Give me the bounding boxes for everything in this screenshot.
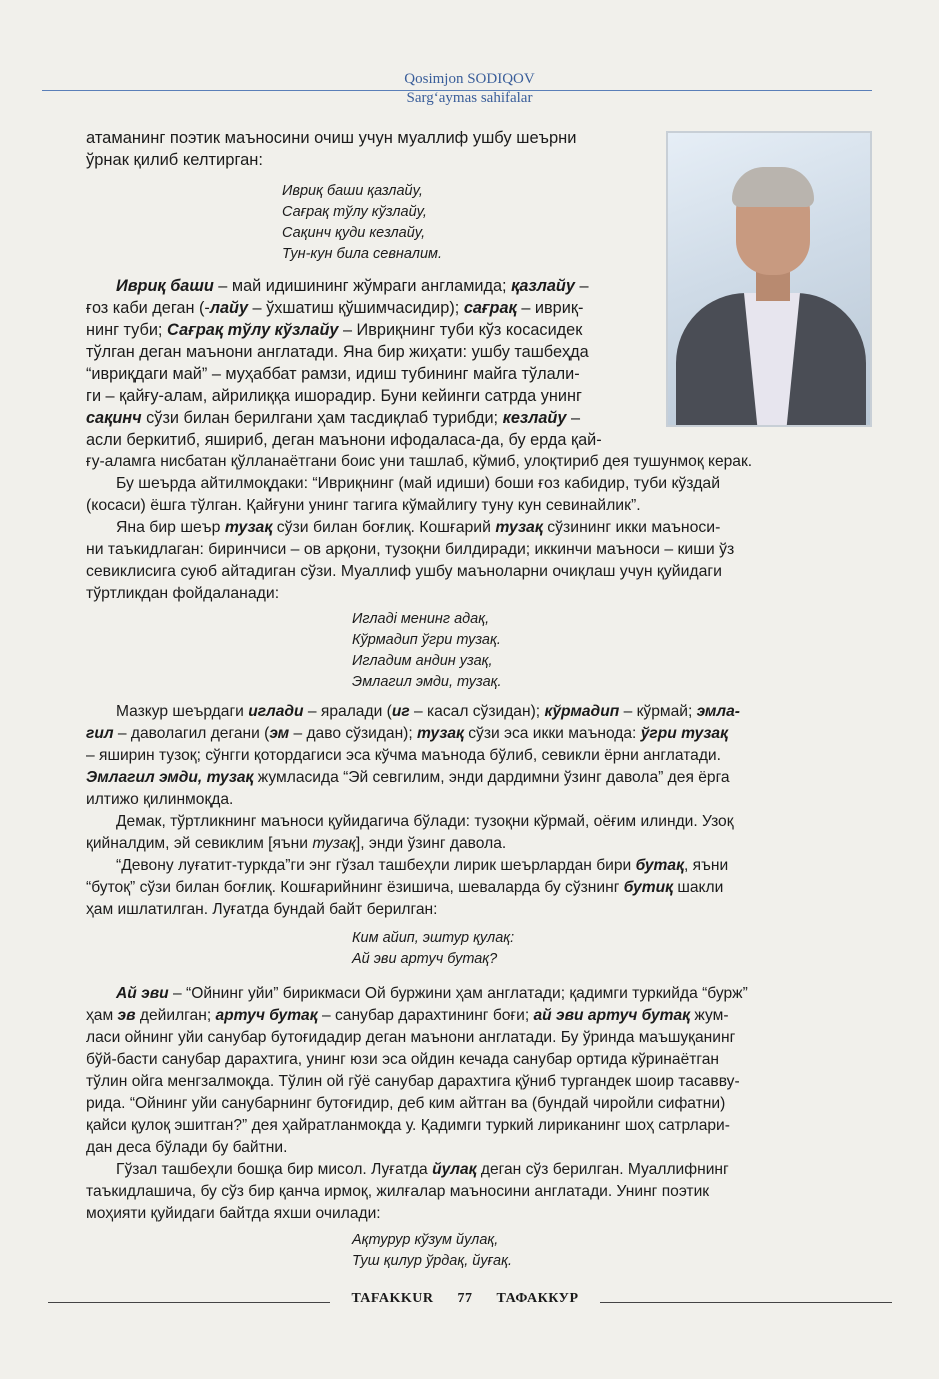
text-span: – санубар дарахтининг боғи; xyxy=(317,1007,534,1024)
text-line xyxy=(86,341,752,363)
text-span: нинг туби; xyxy=(86,321,167,339)
text-span: бутиқ xyxy=(623,879,673,896)
poem-line: Ивриқ баши қазлайу, xyxy=(282,183,423,199)
text-span: “бутоқ” сўзи билан боғлиқ. Кошғарийнинг ёзишича, шеваларда бу сўзнинг xyxy=(86,879,624,896)
poem-line: Тун-кун била севналим. xyxy=(282,246,443,262)
text-span: қайси қулоқ эшитган?” дея ҳайратланмоқда у. Қадимги туркий лириканинг шоҳ сатрлари- xyxy=(86,1117,730,1134)
text-span: – касал сўзидан); xyxy=(409,703,545,720)
text-line xyxy=(86,1181,729,1203)
portrait-hair xyxy=(732,167,814,207)
text-span: сўзининг икки маъноси- xyxy=(542,519,721,536)
poem-line: Ақтурур кўзум йулақ, xyxy=(352,1232,499,1248)
text-span: тузақ xyxy=(417,725,464,742)
text-span: – май идишининг жўмраги англамида; xyxy=(213,277,512,295)
text-line xyxy=(86,723,740,745)
text-span: Сағрақ тўлу кўзлайу xyxy=(166,321,339,339)
text-span: Эмлагил эмди, тузақ xyxy=(86,769,254,786)
text-span: ни таъкидлаган: биринчиси – ов арқони, тузоқни билдиради; иккинчи маъноси – киши ўз xyxy=(86,541,735,558)
text-line xyxy=(86,319,752,341)
text-span: таъкидлашича, бу сўз бир қанча ирмоқ, жилғалар маъносини англатади. Унинг поэтик xyxy=(86,1183,710,1200)
text-span: – яширин тузоқ; сўнгги қотордагиси эса кўчма маънода бўлиб, севикли ёрни англатади. xyxy=(86,747,721,764)
text-span: “Девону луғатит-туркда”ги энг гўзал ташбеҳли лирик шеърлардан бири xyxy=(116,857,636,874)
poem-line: Сақинч қуди кезлайу, xyxy=(282,225,426,241)
text-span: , яъни xyxy=(684,857,729,874)
text-span: Демак, тўртликнинг маъноси қуйидагича бўлади: тузоқни кўрмай, оёғим илинди. Узоқ xyxy=(116,813,734,830)
poem-line: Игладi менинг адақ, xyxy=(352,611,490,627)
text-span: – даво сўзидан); xyxy=(289,725,418,742)
poem-line: Туш қилур ўрдақ, йуғақ. xyxy=(352,1253,512,1269)
poem-line: Ким айип, эштур қулақ: xyxy=(352,930,515,946)
text-span: ҳам xyxy=(86,1007,118,1024)
text-span: – ўхшатиш қўшимчасидир); xyxy=(248,299,464,317)
text-line: атаманинг поэтик маъносини очиш учун муаллиф ушбу шеърни xyxy=(86,129,577,147)
text-span: ўгри тузақ xyxy=(640,725,728,742)
text-line xyxy=(86,1071,748,1093)
text-span: рида. “Ойнинг уйи санубарнинг бутоғидир, деб ким айтган ва (бундай чиройли сифатни) xyxy=(86,1095,726,1112)
text-span: жумласида “Эй севгилим, энди дардимни ўзинг давола” дея ёрга xyxy=(253,769,730,786)
text-span: жум- xyxy=(690,1007,729,1024)
text-span: эм xyxy=(269,725,290,742)
paragraph-8 xyxy=(86,983,748,1159)
text-line xyxy=(86,1005,748,1027)
text-line: ўрнак қилиб келтирган: xyxy=(86,151,263,169)
page-footer xyxy=(330,1291,600,1307)
page-number: 77 xyxy=(457,1291,473,1306)
poem-line: Кўрмадип ўгри тузақ. xyxy=(352,632,501,648)
text-span: севиклисига суюб айтадиган сўзи. Муаллиф ушбу маъноларни очиқлаш учун қуйидаги xyxy=(86,563,722,580)
text-span: дейилган; xyxy=(135,1007,216,1024)
text-span: сақинч xyxy=(86,409,142,427)
text-span: сўзи эса икки маънода: xyxy=(463,725,641,742)
text-span: ғоз каби деган (- xyxy=(86,299,210,317)
text-span: эв xyxy=(117,1007,136,1024)
text-line xyxy=(86,1203,729,1225)
text-span: лайу xyxy=(209,299,249,317)
text-span: Гўзал ташбеҳли бошқа бир мисол. Луғатда xyxy=(116,1161,433,1178)
text-line xyxy=(86,429,752,451)
text-span: Мазкур шеърдаги xyxy=(116,703,249,720)
text-span: сағрақ xyxy=(463,299,517,317)
text-line xyxy=(86,983,748,1005)
text-line xyxy=(86,899,728,921)
text-line xyxy=(86,583,734,605)
text-span: Ивриқ баши xyxy=(116,277,214,295)
text-span: ги – қайғу-алам, айрилиққа ишорадир. Буни кейинги сатрда унинг xyxy=(86,387,582,405)
header-author: Qosimjon SODIQOV xyxy=(404,71,535,87)
text-line xyxy=(86,1159,729,1181)
poem-4 xyxy=(352,1230,512,1272)
text-span: сўзи билан берилгани ҳам тасдиқлаб турибди; xyxy=(141,409,503,427)
text-line xyxy=(86,1137,748,1159)
text-line xyxy=(86,745,740,767)
text-span: гил xyxy=(86,725,114,742)
text-span: эмла- xyxy=(696,703,740,720)
text-span: Яна бир шеър xyxy=(116,519,225,536)
text-line xyxy=(86,833,734,855)
text-line xyxy=(86,297,752,319)
text-span: сўзи билан боғлиқ. Кошғарий xyxy=(272,519,496,536)
text-line xyxy=(86,517,734,539)
poem-line: Эмлагил эмди, тузақ. xyxy=(352,674,502,690)
text-span: иг xyxy=(391,703,410,720)
text-line xyxy=(86,407,752,429)
text-span: ғу-аламга нисбатан қўлланаётгани боис уни ташлаб, кўмиб, улоқтириб дея тушунмоқ керак. xyxy=(86,453,753,470)
text-line xyxy=(86,561,734,583)
text-span: йулақ xyxy=(432,1161,477,1178)
paragraph-7 xyxy=(86,855,728,921)
text-line xyxy=(86,1115,748,1137)
header-column: Sarg‘aymas sahifalar xyxy=(406,90,533,106)
text-span: – яралади ( xyxy=(303,703,392,720)
text-line xyxy=(86,539,734,561)
header-rule xyxy=(42,90,872,91)
text-span: қийналдим, эй севиклим [яъни xyxy=(86,835,313,852)
text-span: бутақ xyxy=(635,857,684,874)
text-line xyxy=(86,767,740,789)
text-line: (косаси) ёшга тўлган. Қайғуни унинг тагига кўмайлигу туну кун севинайлик”. xyxy=(86,497,641,514)
footer-journal-cyrillic: ТАФАККУР xyxy=(496,1291,579,1306)
text-span: тузақ xyxy=(312,835,356,852)
poem-line: Ай эви артуч бутақ? xyxy=(352,951,498,967)
text-span: ], энди ўзинг давола. xyxy=(355,835,507,852)
paragraph-intro xyxy=(86,127,576,171)
text-span: кўрмадип xyxy=(544,703,620,720)
text-line xyxy=(86,1027,748,1049)
text-span: ласи ойнинг уйи санубар бутоғидадир деган маънони англатади. Бу ўринда маъшуқанинг xyxy=(86,1029,736,1046)
text-span: тузақ xyxy=(224,519,273,536)
running-head xyxy=(0,70,939,108)
text-span: – ивриқ- xyxy=(516,299,584,317)
paragraph-4 xyxy=(86,517,734,605)
text-span: иглади xyxy=(248,703,304,720)
text-span: қазлайу xyxy=(511,277,575,295)
text-line xyxy=(86,385,752,407)
footer-rule-left xyxy=(48,1302,330,1303)
poem-1 xyxy=(282,181,442,265)
paragraph-6 xyxy=(86,811,734,855)
poem-line: Сағрақ тўлу кўзлайу, xyxy=(282,204,427,220)
text-span: – даволагил дегани ( xyxy=(113,725,270,742)
poem-3 xyxy=(352,928,514,970)
text-span: асли беркитиб, яшириб, деган маънони ифодаласа-да, бу ерда қай- xyxy=(86,431,602,449)
text-span: деган сўз берилган. Муаллифнинг xyxy=(476,1161,729,1178)
text-span: ай эви артуч бутақ xyxy=(533,1007,691,1024)
text-line: Бу шеърда айтилмоқдаки: “Ивриқнинг (май идиши) боши ғоз кабидир, туби кўздай xyxy=(116,475,721,492)
footer-rule-right xyxy=(600,1302,892,1303)
text-span: тўлган деган маънони англатади. Яна бир жиҳати: ушбу ташбеҳда xyxy=(86,343,589,361)
text-span: – кўрмай; xyxy=(619,703,697,720)
text-span: бўй-басти санубар дарахтига, унинг юзи эса ойдин кечада санубар ортида кўринаётган xyxy=(86,1051,720,1068)
text-span: дан деса бўлади бу байтни. xyxy=(86,1139,288,1156)
text-line xyxy=(86,877,728,899)
text-span: – xyxy=(574,277,589,295)
text-line xyxy=(86,1093,748,1115)
text-line xyxy=(86,811,734,833)
paragraph-9 xyxy=(86,1159,729,1225)
text-line xyxy=(86,275,752,297)
text-span: – xyxy=(566,409,581,427)
text-span: Ай эви xyxy=(116,985,169,1002)
footer-journal-latin: TAFAKKUR xyxy=(351,1291,434,1306)
text-line xyxy=(86,701,740,723)
text-span: “ивриқдаги май” – муҳаббат рамзи, идиш тубининг майга тўлали- xyxy=(86,365,580,383)
text-span: кезлайу xyxy=(502,409,567,427)
poem-2 xyxy=(352,609,502,693)
text-line xyxy=(86,451,752,473)
paragraph-2 xyxy=(86,275,752,473)
text-span: ҳам ишлатилган. Луғатда бундай байт берилган: xyxy=(86,901,438,918)
text-span: – Ивриқнинг туби кўз косасидек xyxy=(338,321,583,339)
paragraph-5 xyxy=(86,701,740,811)
poem-line: Игладим андин узақ, xyxy=(352,653,493,669)
text-line xyxy=(86,789,740,811)
text-span: илтижо қилинмоқда. xyxy=(86,791,234,808)
text-span: тузақ xyxy=(495,519,543,536)
text-line xyxy=(86,855,728,877)
text-span: моҳияти қуйидаги байтда яхши очилади: xyxy=(86,1205,381,1222)
text-span: артуч бутақ xyxy=(215,1007,318,1024)
text-line xyxy=(86,1049,748,1071)
paragraph-3 xyxy=(86,473,720,517)
text-span: – “Ойнинг уйи” бирикмаси Ой буржини ҳам англатади; қадимги туркийда “бурж” xyxy=(168,985,748,1002)
text-span: тўртликдан фойдаланади: xyxy=(86,585,280,602)
text-span: тўлин ойга менгзалмоқда. Тўлин ой гўё санубар дарахтига қўниб тургандек шоир тасавву- xyxy=(86,1073,740,1090)
text-line xyxy=(86,363,752,385)
text-span: шакли xyxy=(673,879,724,896)
